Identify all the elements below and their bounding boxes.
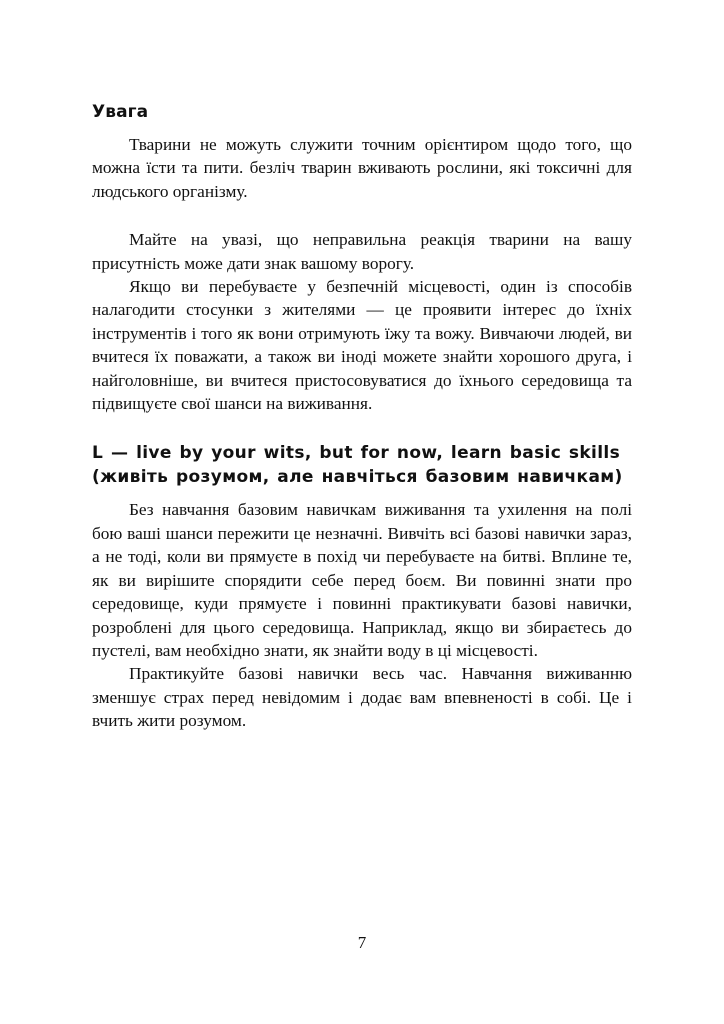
section-paragraph-1: Без навчання базовим навичкам виживання та ухилення на полі бою ваші шанси пережити це незначні. Вивчіть всі базові навички зараз, а не тоді, коли ви прямуєте в похід чи перебуваєте на битві. Вплине те, як ви вирішите спорядити себе перед боєм. Ви повинні знати про середовище, куди прямуєте і повинні практикувати базові навички, розроблені для цього середовища. Наприклад, якщо ви збираєтесь до пустелі, вам необхідно знати, як знайти воду в ці місцевості.: [92, 500, 632, 660]
page-number: 7: [357, 933, 367, 952]
warning-heading: Увага: [92, 102, 149, 122]
warning-paragraph-2: Майте на увазі, що неправильна реакція тварини на вашу присутність може дати знак вашому ворогу.: [92, 230, 632, 273]
section-heading: L — live by your wits, but for now, learn basic skills (живіть розумом, але навчіться базовим навичкам): [92, 443, 623, 488]
warning-paragraph-3: Якщо ви перебуваєте у безпечній місцевості, один із способів налагодити стосунки з жителями — це проявити інтерес до їхніх інструментів і того як вони отримують їжу та вожу. Вивчаючи людей, ви вчитеся їх поважати, а також ви іноді можете знайти хорошого друга, і найголовніше, ви вчитеся пристосовуватися до їхнього середовища та підвищуєте свої шанси на виживання.: [92, 277, 632, 414]
warning-paragraph-1: Тварини не можуть служити точним орієнтиром щодо того, що можна їсти та пити. безліч тварин вживають рослини, які токсичні для людського організму.: [92, 135, 632, 201]
section-paragraph-2: Практикуйте базові навички весь час. Навчання виживанню зменшує страх перед невідомим і додає вам впевненості в собі. Це і вчить жити розумом.: [92, 664, 632, 731]
page-content: [92, 100, 632, 733]
